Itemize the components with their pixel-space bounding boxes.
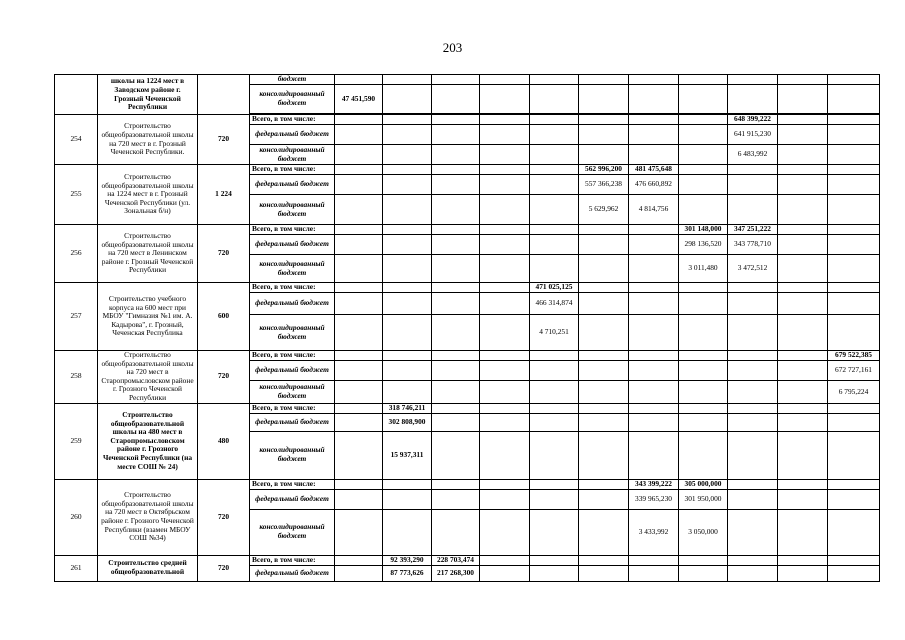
value-cell: 228 703,474 bbox=[432, 555, 480, 565]
object-name-cell: Строительство общеобразовательной школы на 720 мест в г. Грозный Чеченской Республики. bbox=[98, 115, 198, 165]
table-row bbox=[55, 555, 880, 565]
capacity-cell bbox=[198, 75, 250, 115]
value-cell: 343 399,222 bbox=[629, 479, 679, 489]
object-name-cell: Строительство учебного корпуса на 600 мест при МБОУ "Гимназия №1 им. А. Кадырова", г. Грозный, Чеченская Республика bbox=[98, 283, 198, 351]
total-label: Всего, в том числе: bbox=[250, 225, 335, 235]
table-row bbox=[55, 165, 880, 175]
page-number: 203 bbox=[442, 40, 463, 55]
value-cell: 557 366,238 bbox=[579, 175, 629, 195]
table-row bbox=[55, 225, 880, 235]
object-name-cell: Строительство общеобразовательной школы на 720 мест в Ленинском районе г. Грозный Чеченской Республики bbox=[98, 225, 198, 283]
capacity-cell: 720 bbox=[198, 115, 250, 165]
value-cell: 15 937,311 bbox=[383, 431, 432, 479]
object-name-cell: Строительство общеобразовательной школы на 720 мест в Старопромысловском районе г. Грозного Чеченской Республики bbox=[98, 351, 198, 404]
capacity-cell: 600 bbox=[198, 283, 250, 351]
row-number: 257 bbox=[55, 283, 98, 351]
object-name-cell: школы на 1224 мест в Заводском районе г. Грозный Чеченской Республики bbox=[98, 75, 198, 115]
consolidated-label: консолидированный бюджет bbox=[250, 509, 335, 555]
value-cell: 672 727,161 bbox=[828, 361, 880, 381]
total-label: Всего, в том числе: bbox=[250, 283, 335, 293]
federal-label: федеральный бюджет bbox=[250, 413, 335, 431]
row-number: 261 bbox=[55, 555, 98, 581]
row-number: 256 bbox=[55, 225, 98, 283]
federal-label: федеральный бюджет bbox=[250, 175, 335, 195]
value-cell: 339 965,230 bbox=[629, 489, 679, 509]
value-cell: 47 451,590 bbox=[335, 85, 383, 114]
value-cell: 301 148,000 bbox=[679, 225, 728, 235]
value-cell: 217 268,300 bbox=[432, 565, 480, 581]
value-cell: 481 475,648 bbox=[629, 165, 679, 175]
object-name-cell: Строительство общеобразовательной школы на 1224 мест в г. Грозный Чеченской Республики (ул. Зональная б/н) bbox=[98, 165, 198, 225]
value-cell: 87 773,626 bbox=[383, 565, 432, 581]
table-row bbox=[55, 351, 880, 361]
capacity-cell: 720 bbox=[198, 479, 250, 555]
federal-label: федеральный бюджет bbox=[250, 125, 335, 145]
table-row bbox=[55, 403, 880, 413]
row-number: 258 bbox=[55, 351, 98, 404]
capacity-cell: 480 bbox=[198, 403, 250, 479]
consolidated-label: консолидированный бюджет bbox=[250, 195, 335, 225]
capacity-cell: 720 bbox=[198, 351, 250, 404]
value-cell: 471 025,125 bbox=[530, 283, 579, 293]
consolidated-label: консолидированный бюджет bbox=[250, 381, 335, 403]
value-cell: 466 314,874 bbox=[530, 293, 579, 315]
value-cell: 476 660,892 bbox=[629, 175, 679, 195]
value-cell: 648 399,222 bbox=[728, 115, 778, 125]
capacity-cell: 720 bbox=[198, 555, 250, 581]
value-cell: 3 011,480 bbox=[679, 255, 728, 283]
row-number: 259 bbox=[55, 403, 98, 479]
budget-label: бюджет bbox=[250, 75, 335, 85]
capacity-cell: 720 bbox=[198, 225, 250, 283]
table-row bbox=[55, 479, 880, 489]
row-number: 260 bbox=[55, 479, 98, 555]
value-cell: 347 251,222 bbox=[728, 225, 778, 235]
value-cell: 3 472,512 bbox=[728, 255, 778, 283]
total-label: Всего, в том числе: bbox=[250, 479, 335, 489]
table-row bbox=[55, 75, 880, 85]
value-cell: 92 393,290 bbox=[383, 555, 432, 565]
consolidated-label: консолидированный бюджет bbox=[250, 145, 335, 165]
value-cell: 4 710,251 bbox=[530, 315, 579, 351]
object-name-cell: Строительство общеобразовательной школы на 720 мест в Октябрьском районе г. Грозного Чеченской Республики (взамен МБОУ СОШ №34) bbox=[98, 479, 198, 555]
value-cell: 305 000,000 bbox=[679, 479, 728, 489]
value-cell: 6 483,992 bbox=[728, 145, 778, 165]
table-row bbox=[55, 283, 880, 293]
value-cell: 5 629,962 bbox=[579, 195, 629, 225]
row-number: 254 bbox=[55, 115, 98, 165]
consolidated-label: консолидированный бюджет bbox=[250, 431, 335, 479]
value-cell: 343 778,710 bbox=[728, 235, 778, 255]
value-cell: 679 522,385 bbox=[828, 351, 880, 361]
federal-label: федеральный бюджет bbox=[250, 235, 335, 255]
value-cell: 6 795,224 bbox=[828, 381, 880, 403]
total-label: Всего, в том числе: bbox=[250, 555, 335, 565]
total-label: Всего, в том числе: bbox=[250, 403, 335, 413]
federal-label: федеральный бюджет bbox=[250, 361, 335, 381]
budget-table bbox=[54, 74, 880, 582]
row-number-cell bbox=[55, 75, 98, 115]
federal-label: федеральный бюджет bbox=[250, 489, 335, 509]
value-cell: 4 814,756 bbox=[629, 195, 679, 225]
value-cell: 641 915,230 bbox=[728, 125, 778, 145]
row-number: 255 bbox=[55, 165, 98, 225]
federal-label: федеральный бюджет bbox=[250, 565, 335, 581]
value-cell: 318 746,211 bbox=[383, 403, 432, 413]
table-row bbox=[55, 115, 880, 125]
value-cell: 3 433,992 bbox=[629, 509, 679, 555]
capacity-cell: 1 224 bbox=[198, 165, 250, 225]
consolidated-label: консолидированный бюджет bbox=[250, 315, 335, 351]
total-label: Всего, в том числе: bbox=[250, 115, 335, 125]
value-cell: 298 136,520 bbox=[679, 235, 728, 255]
federal-label: федеральный бюджет bbox=[250, 293, 335, 315]
value-cell: 562 996,200 bbox=[579, 165, 629, 175]
value-cell: 301 950,000 bbox=[679, 489, 728, 509]
total-label: Всего, в том числе: bbox=[250, 165, 335, 175]
value-cell: 302 808,900 bbox=[383, 413, 432, 431]
object-name-cell: Строительство общеобразовательной школы на 480 мест в Старопромысловском районе г. Грозного Чеченской Республики (на месте СОШ № 24) bbox=[98, 403, 198, 479]
consolidated-label: консолидированный бюджет bbox=[250, 255, 335, 283]
total-label: Всего, в том числе: bbox=[250, 351, 335, 361]
object-name-cell: Строительство средней общеобразовательной bbox=[98, 555, 198, 581]
value-cell: 3 050,000 bbox=[679, 509, 728, 555]
consolidated-label: консолидированный бюджет bbox=[250, 85, 335, 114]
